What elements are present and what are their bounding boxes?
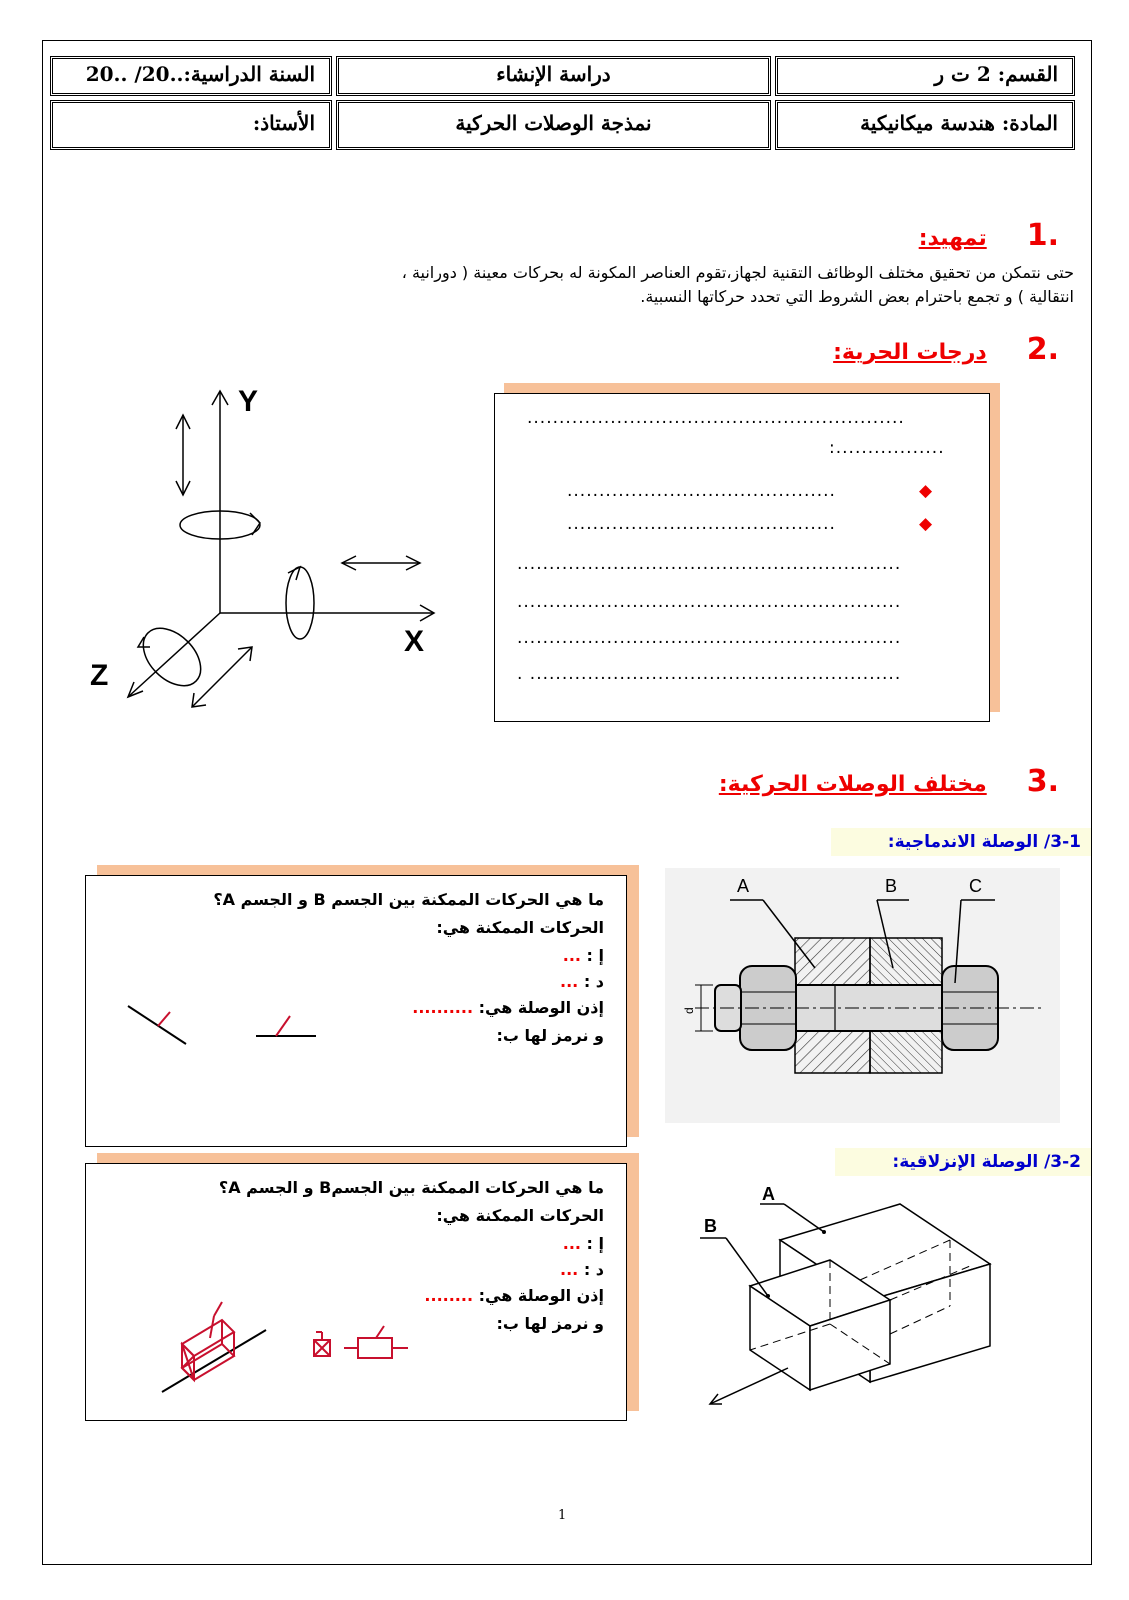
sub2-rotation-row bbox=[563, 1234, 604, 1253]
sub1-question-box bbox=[85, 875, 627, 1147]
sub1-link-label: إذن الوصلة هي: bbox=[478, 998, 604, 1017]
sub1-trans-label: د : bbox=[583, 972, 604, 991]
sub1-rot-value: ... bbox=[562, 946, 581, 965]
section2-heading bbox=[833, 332, 1059, 367]
section3-title: مختلف الوصلات الحركية: bbox=[718, 772, 987, 797]
fig1-label-a: A bbox=[737, 876, 750, 896]
sub2-question-box bbox=[85, 1163, 627, 1421]
sub1-link-row bbox=[412, 998, 604, 1017]
sub2-question: ما هي الحركات الممكنة بين الجسمB و الجسم A؟ bbox=[218, 1178, 604, 1197]
answer-line-5: ............................................................ bbox=[517, 554, 902, 574]
degrees-answer-box bbox=[494, 393, 990, 722]
sub1-translation-row bbox=[560, 972, 604, 991]
section1-text-line1: حتى نتمكن من تحقيق مختلف الوظائف التقنية لجهاز،تقوم العناصر المكونة له بحركات معينة ( دورانية ، bbox=[401, 263, 1074, 282]
section2-title: درجات الحرية: bbox=[833, 340, 987, 365]
sub2-translation-row bbox=[560, 1260, 604, 1279]
sub1-symbol-label: و نرمز لها ب: bbox=[496, 1026, 604, 1045]
sub1-trans-value: ... bbox=[560, 972, 579, 991]
page-number: 1 bbox=[558, 1508, 567, 1523]
diamond-icon: ◆ bbox=[919, 514, 933, 534]
section1-title: تمهيد: bbox=[918, 226, 987, 251]
fig1-label-b: B bbox=[885, 876, 898, 896]
sub1-title: 3-1/ الوصلة الاندماجية: bbox=[831, 828, 1091, 856]
sub2-symbol-label: و نرمز لها ب: bbox=[496, 1314, 604, 1333]
header-lesson: نمذجة الوصلات الحركية bbox=[336, 100, 771, 150]
axis-z-label: Z bbox=[90, 659, 109, 692]
sub1-rotation-row bbox=[563, 946, 604, 965]
section1-text-line2: انتقالية ) و تجمع باحترام بعض الشروط التي تحدد حركاتها النسبية. bbox=[640, 287, 1074, 306]
sub2-link-row bbox=[424, 1286, 604, 1305]
bolted-assembly-figure bbox=[665, 868, 1060, 1123]
sub2-link-value: ........ bbox=[424, 1286, 474, 1305]
section3-heading bbox=[719, 764, 1059, 799]
section2-number: .2 bbox=[1026, 332, 1059, 367]
sub1-rot-label: إ : bbox=[586, 946, 604, 965]
section1-heading bbox=[919, 218, 1059, 253]
sub2-trans-value: ... bbox=[560, 1260, 579, 1279]
sub2-possible: الحركات الممكنة هي: bbox=[436, 1206, 604, 1225]
embedded-link-symbols bbox=[116, 996, 336, 1056]
axis-y-label: Y bbox=[238, 385, 259, 418]
diamond-icon: ◆ bbox=[919, 481, 933, 501]
header-study: دراسة الإنشاء bbox=[336, 56, 771, 96]
section1-number: .1 bbox=[1026, 218, 1059, 253]
fig2-label-b: B bbox=[704, 1216, 717, 1236]
sub1-link-value: .......... bbox=[412, 998, 474, 1017]
sub2-title: 3-2/ الوصلة الإنزلاقية: bbox=[835, 1148, 1091, 1176]
sub2-rot-value: ... bbox=[562, 1234, 581, 1253]
sub1-question: ما هي الحركات الممكنة بين الجسم B و الجسم A؟ bbox=[213, 890, 604, 909]
answer-line-8: . .......................................................... bbox=[517, 664, 902, 684]
sliding-link-symbols bbox=[156, 1282, 436, 1402]
answer-line-4: .......................................... bbox=[567, 514, 836, 534]
fig1-label-c: C bbox=[969, 876, 982, 896]
answer-line-7: ............................................................ bbox=[517, 628, 902, 648]
sub1-possible: الحركات الممكنة هي: bbox=[436, 918, 604, 937]
answer-line-2: :................. bbox=[829, 438, 945, 458]
header-teacher: الأستاذ: bbox=[50, 100, 332, 150]
header-department: القسم: 2 ت ر bbox=[775, 56, 1075, 96]
header-year: السنة الدراسية:..20/ ..20 bbox=[50, 56, 332, 96]
fig2-label-a: A bbox=[762, 1184, 775, 1204]
sub2-link-label: إذن الوصلة هي: bbox=[478, 1286, 604, 1305]
section3-number: .3 bbox=[1026, 764, 1059, 799]
sub2-trans-label: د : bbox=[583, 1260, 604, 1279]
degrees-of-freedom-diagram bbox=[80, 385, 460, 735]
axis-x-label: X bbox=[404, 625, 425, 658]
answer-line-6: ............................................................ bbox=[517, 592, 902, 612]
header-subject: المادة: هندسة ميكانيكية bbox=[775, 100, 1075, 150]
answer-line-3: .......................................... bbox=[567, 481, 836, 501]
sub2-rot-label: إ : bbox=[586, 1234, 604, 1253]
answer-line-1: ........................................................... bbox=[527, 408, 905, 428]
sliding-block-figure bbox=[700, 1184, 1000, 1411]
fig1-label-d: d bbox=[682, 1007, 696, 1014]
